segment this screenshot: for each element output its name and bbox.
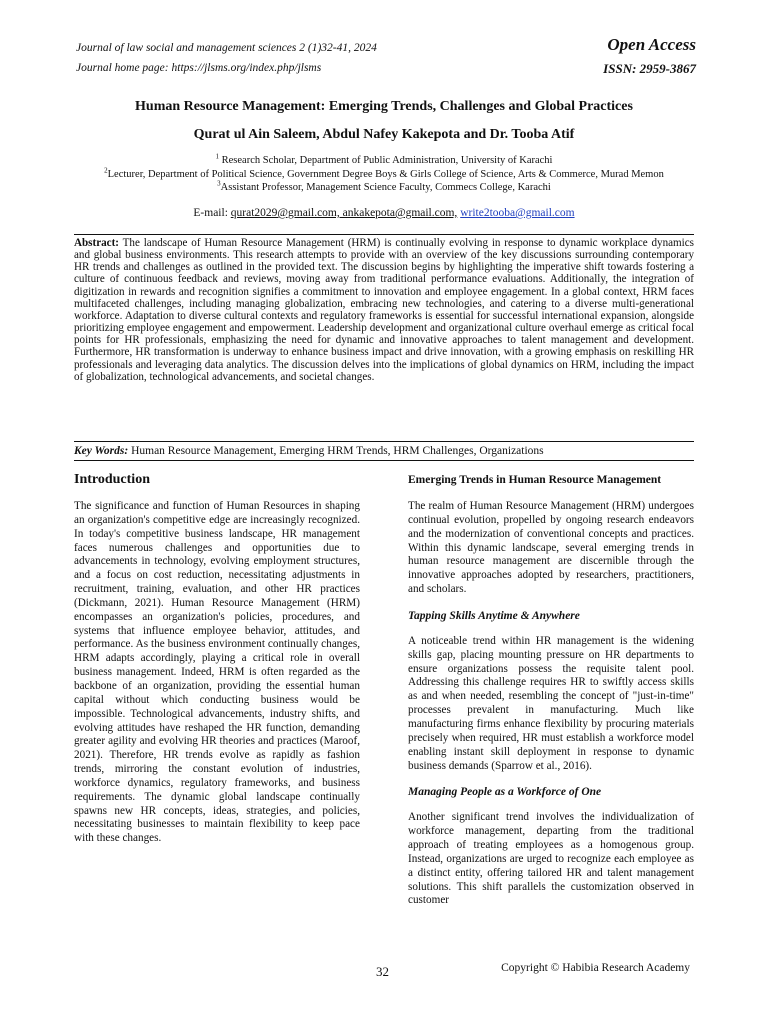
keywords xyxy=(74,445,694,457)
journal-meta xyxy=(603,34,696,80)
affiliation-2: $^2$Lecturer, Department of Political Science, Government Degree Boys & Girls College of Science, Arts & Commerce, Murad Memon xyxy=(104,166,664,180)
issn-label: ISSN: 2959-3867 xyxy=(603,61,696,76)
journal-header xyxy=(76,38,377,78)
emerging-trends-paragraph: The realm of Human Resource Management (HRM) undergoes continual evolution, propelled by ongoing research endeavors and the modernization of conventional concepts and practices. Within this dynamic landscape, several emerging trends in human resource management are discernible through the innovative approaches adopted by researchers, practitioners, and scholars. xyxy=(408,500,694,596)
keywords-bottom-rule xyxy=(74,460,694,461)
right-column xyxy=(408,472,694,921)
keywords-label: Key Words: xyxy=(74,445,129,457)
affiliations xyxy=(70,154,698,195)
workforce-of-one-paragraph: Another significant trend involves the individualization of workforce management, departing from the traditional approach of treating employees as a homogenous group. Instead, organizations are urged to recognize each employee as a distinct entity, offering tailored HR and talent management solutions. This shift parallels the customization observed in customer xyxy=(408,811,694,907)
journal-citation: Journal of law social and management sciences 2 (1)32-41, 2024 xyxy=(76,42,377,54)
abstract-bottom-rule xyxy=(74,441,694,442)
workforce-of-one-heading: Managing People as a Workforce of One xyxy=(408,786,602,799)
open-access-label: Open Access xyxy=(607,35,696,54)
abstract-text: The landscape of Human Resource Management (HRM) is continually evolving in response to dynamic workplace dynamics and global business environments. This research attempts to provide with an overview of the key discussions surrounding contemporary HR trends and challenges as outlined in the provided text. The discussion begins by highlighting the imperative shift towards fostering a culture of continuous feedback and reviews, moving away from traditional performance evaluations. Additionally, the integration of digitization in rewards and recognition signifies a commitment to innovation and employee engagement. In a global context, HRM faces multifaceted challenges, including managing globalization, embracing new technologies, and catering to a diverse multi-generational workforce. Adaptation to diverse cultural contexts and regulatory frameworks is essential for successful international expansion, alongside prioritizing employee engagement and empowerment. Leadership development and organizational culture overhaul emerge as critical focal points for HR professionals, emphasizing the need for dynamic and innovative approaches to talent management and development. Furthermore, HR transformation is underway to enhance business impact and drive innovation, with a growing emphasis on reskilling HR professionals and leveraging data analytics. The discussion delves into the implications of global dynamics on HRM, including the impact of globalization, technological advancements, and societal changes. xyxy=(74,237,694,383)
copyright-notice: Copyright © Habibia Research Academy xyxy=(501,962,690,974)
paper-title: Human Resource Management: Emerging Trends, Challenges and Global Practices xyxy=(135,99,633,114)
emerging-trends-heading: Emerging Trends in Human Resource Management xyxy=(408,474,662,486)
keywords-text: Human Resource Management, Emerging HRM Trends, HRM Challenges, Organizations xyxy=(128,445,544,457)
email-addresses: qurat2029@gmail.com, ankakepota@gmail.com, xyxy=(230,207,458,219)
abstract-top-rule xyxy=(74,234,694,235)
tapping-skills-heading: Tapping Skills Anytime & Anywhere xyxy=(408,609,580,622)
affiliation-3: $^3$Assistant Professor, Management Science Faculty, Commecs College, Karachi xyxy=(217,179,551,193)
paper-authors: Qurat ul Ain Saleem, Abdul Nafey Kakepota and Dr. Tooba Atif xyxy=(193,127,575,142)
affiliation-1: $^1$ Research Scholar, Department of Public Administration, University of Karachi xyxy=(215,152,553,166)
journal-homepage: Journal home page: https://jlsms.org/index.php/jlsms xyxy=(76,62,322,74)
left-column xyxy=(74,472,360,859)
abstract-label: Abstract: xyxy=(74,237,119,249)
author-emails xyxy=(0,207,768,219)
introduction-heading: Introduction xyxy=(74,472,150,487)
introduction-paragraph: The significance and function of Human Resources in shaping an organization's competitive edge are increasingly recognized. In today's competitive business landscape, HR management faces numerous challenges and opportunities due to advancements in technology, evolving employment structures, and a focus on cost reduction, necessitating adjustments in recruitment, training, evaluation, and other HR practices (Dickmann, 2021). Human Resource Management (HRM) encompasses an organization's policies, procedures, and systems that influence employee behavior, attitudes, and performance. As the business environment continually changes, HRM adapts accordingly, playing a critical role in overall business management. Indeed, HRM is often regarded as the backbone of an organization, providing the essential human capital without which conducting business would be impossible. Technological advancements, industry shifts, and evolving attitudes have reshaped the HR function, demanding greater agility and evolving HR theories and practices (Maroof, 2021). Therefore, HR trends evolve as rapidly as fashion trends, mirroring the constant evolution of industries, workforce dynamics, regulatory frameworks, and business requirements. The dynamic global landscape continually spawns new HR concepts, ideas, strategies, and policies, necessitating businesses to maintain flexibility to keep pace with these changes. xyxy=(74,500,360,845)
email-link[interactable]: write2tooba@gmail.com xyxy=(460,207,575,219)
tapping-skills-paragraph: A noticeable trend within HR management is the widening skills gap, placing mounting pressure on HR departments to ensure organizations possess the requisite talent pool. Addressing this challenge requires HR to swiftly access skills as and when needed, resembling the concept of "just-in-time" processes prevalent in manufacturing. Much like manufacturing firms enhance flexibility by procuring materials precisely when required, HR must establish a workforce model enabling instant skill deployment in response to dynamic business demands (Sparrow et al., 2016). xyxy=(408,634,694,772)
email-label: E-mail: xyxy=(193,207,231,219)
page-number: 32 xyxy=(376,964,389,979)
abstract xyxy=(74,237,694,383)
